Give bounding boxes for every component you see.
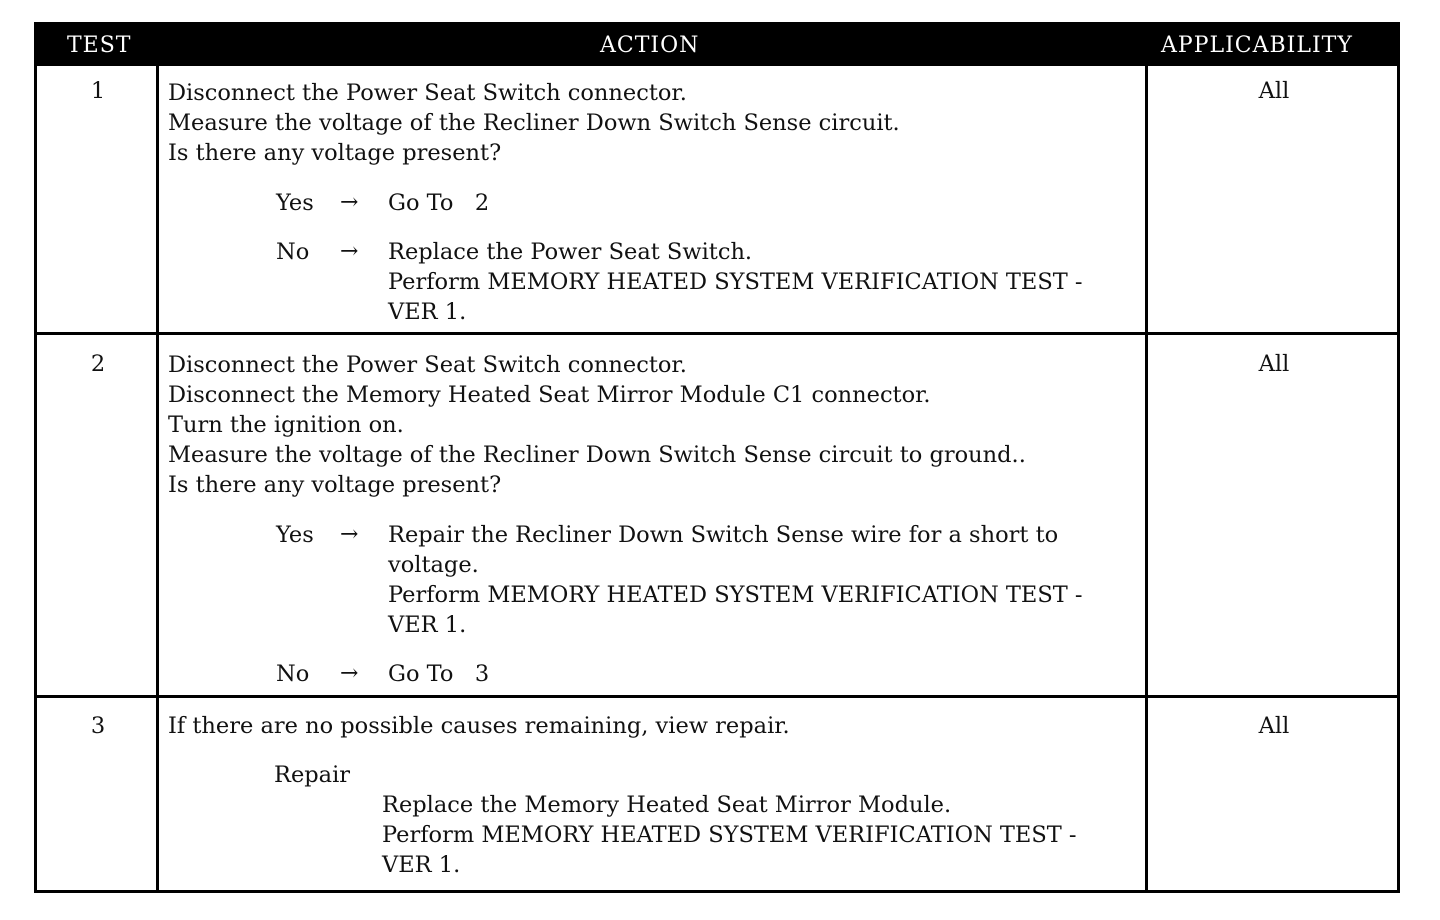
no-result: Go To 3: [388, 661, 490, 687]
diagnostic-test-table: [34, 22, 1400, 893]
test-number: 2: [90, 351, 106, 377]
applicability-value: All: [1258, 351, 1290, 377]
action-line: Disconnect the Power Seat Switch connector.: [168, 80, 687, 106]
yes-label: Yes: [276, 190, 314, 216]
action-line: Disconnect the Memory Heated Seat Mirror Module C1 connector.: [168, 382, 931, 408]
right-arrow-icon: →: [340, 239, 359, 264]
test-number: 3: [90, 713, 106, 739]
action-line: Measure the voltage of the Recliner Down Switch Sense circuit.: [168, 110, 900, 136]
action-line: Is there any voltage present?: [168, 472, 502, 498]
action-line: Turn the ignition on.: [168, 412, 404, 438]
column-divider: [1145, 25, 1148, 890]
yes-label: Yes: [276, 522, 314, 548]
repair-line: Replace the Memory Heated Seat Mirror Module.: [382, 792, 952, 818]
applicability-value: All: [1258, 713, 1290, 739]
yes-result-line: Repair the Recliner Down Switch Sense wire for a short to: [388, 522, 1059, 548]
repair-line: VER 1.: [382, 852, 461, 878]
test-number: 1: [90, 78, 106, 104]
column-divider: [156, 25, 159, 890]
yes-result-line: voltage.: [388, 552, 479, 578]
header-action: ACTION: [600, 33, 700, 58]
header-test: TEST: [67, 33, 132, 58]
row-divider: [37, 332, 1397, 335]
yes-result-line: VER 1.: [388, 612, 467, 638]
repair-line: Perform MEMORY HEATED SYSTEM VERIFICATION TEST -: [382, 822, 1077, 848]
action-line: Is there any voltage present?: [168, 140, 502, 166]
right-arrow-icon: →: [340, 190, 359, 215]
header-applicability: APPLICABILITY: [1161, 33, 1353, 58]
action-line: Measure the voltage of the Recliner Down Switch Sense circuit to ground..: [168, 442, 1026, 468]
no-result-line: Perform MEMORY HEATED SYSTEM VERIFICATION TEST -: [388, 269, 1083, 295]
row-divider: [37, 695, 1397, 698]
action-line: Disconnect the Power Seat Switch connector.: [168, 352, 687, 378]
no-result-line: VER 1.: [388, 299, 467, 325]
right-arrow-icon: →: [340, 661, 359, 686]
no-label: No: [276, 239, 310, 265]
applicability-value: All: [1258, 78, 1290, 104]
right-arrow-icon: →: [340, 522, 359, 547]
no-result-line: Replace the Power Seat Switch.: [388, 239, 753, 265]
action-line: If there are no possible causes remaining, view repair.: [168, 713, 790, 739]
yes-result-line: Perform MEMORY HEATED SYSTEM VERIFICATION TEST -: [388, 582, 1083, 608]
no-label: No: [276, 661, 310, 687]
table-header: [37, 25, 1397, 66]
yes-result: Go To 2: [388, 190, 490, 216]
repair-label: Repair: [274, 762, 351, 788]
